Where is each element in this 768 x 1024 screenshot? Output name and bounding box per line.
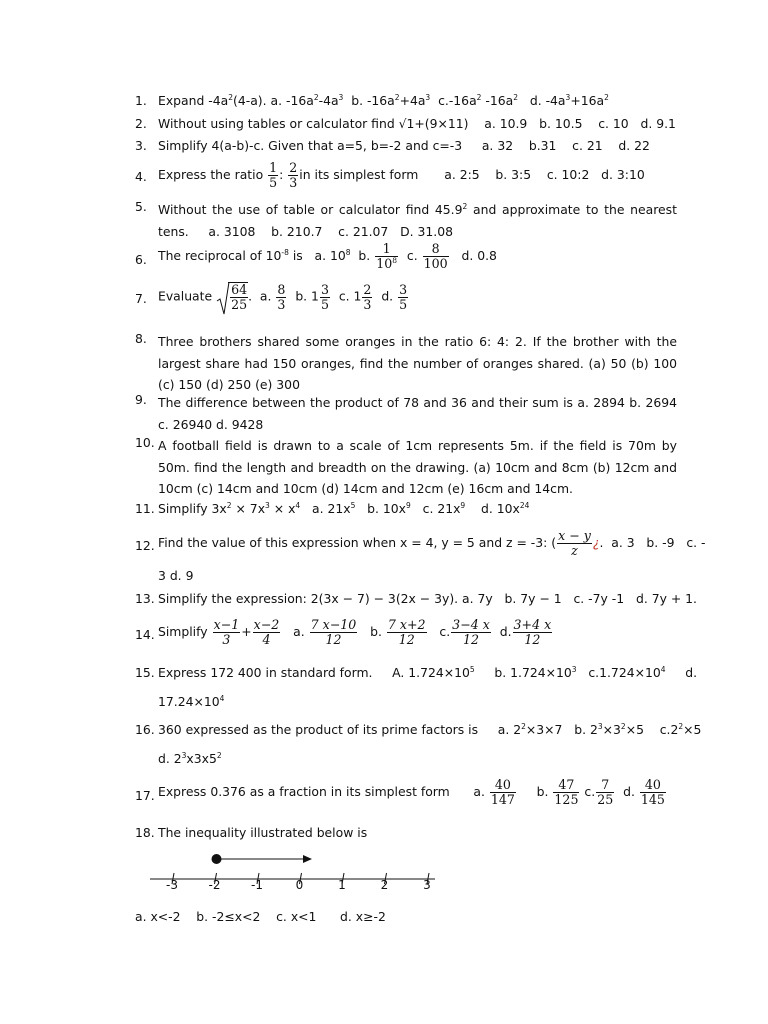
number-line-svg <box>150 844 440 894</box>
question-number: 18. <box>135 825 155 840</box>
question-text: The difference between the product of 78 and 36 and their sum is a. 2894 b. 2694 c. 26940 d. 9428 <box>158 395 677 432</box>
question-text: Simplify $\frac{x-1}{3}$ + $\frac{x-2}{4}$ a. $\frac{7 x-10}{12}$ b. $\frac{7 x+2}{12}$ c. $\frac{3-4 x}{12}$ d. $\frac{3+4 x}{12}$ <box>158 617 552 647</box>
fraction: $\frac{3}{5}$ <box>320 281 329 312</box>
question-text: Find the value of this expression when x = 4, y = 5 and z = -3: ( $\frac{x - y}{z}$ ¿. a. 3 b. -9 c. - <box>158 528 706 558</box>
arrow-head <box>303 855 312 863</box>
question-number: 10. <box>135 435 155 450</box>
question-18-options: a. x<-2 b. -2≤x<2 c. x<1 d. x≥-2 <box>135 909 386 924</box>
fraction: $\frac{7}{25}$ <box>597 777 614 807</box>
question-text-continued: d. $2^3x3x5^2$ <box>158 751 222 766</box>
answer-options: a. 2:5 b. 3:5 c. 10:2 d. 3:10 <box>444 167 645 182</box>
fraction: $\frac{47}{125}$ <box>554 777 579 807</box>
placeholder-mark: ¿ <box>592 535 600 550</box>
fraction: $\frac{3-4 x}{12}$ <box>452 617 490 647</box>
question-number: 5. <box>135 199 147 214</box>
fraction: $\frac{64}{25}$ <box>228 282 248 312</box>
question-text: The reciprocal of $10^{-8}$ is a. $10^8$ b. $\frac{1}{10^8}$ c. $\frac{8}{100}$ d. 0.8 <box>158 241 497 271</box>
question-text: Without the use of table or calculator find 45.9$^2$ and approximate to the nearest tens. a. 3108 b. 210.7 c. 21.07 D. 31.08 <box>158 202 677 239</box>
fraction: $\frac{x-1}{3}$ <box>213 617 240 647</box>
fraction: $\frac{1}{10^8}$ <box>376 241 397 271</box>
question-number: 13. <box>135 591 155 606</box>
fraction: $\frac{x - y}{z}$ <box>558 528 591 558</box>
question-text: The inequality illustrated below is <box>158 825 368 840</box>
question-text: Simplify $3x^2 \times 7x^3 \times x^4$ a. $21x^5$ b. $10x^9$ c. $21x^9$ d. $10x^{24}$ <box>158 501 530 516</box>
question-number: 17. <box>135 788 155 803</box>
fraction: $\frac{1}{5}$ <box>269 160 278 190</box>
question-text: Simplify 4(a-b)-c. Given that a=5, b=-2 and c=-3 a. 32 b.31 c. 21 d. 22 <box>158 138 650 153</box>
tick-label: -3 <box>166 878 178 892</box>
fraction: $\frac{40}{147}$ <box>490 777 515 807</box>
question-text: Expand $-4a^2(4-a)$. a. $-16a^2-4a^3$ b. $-16a^2+4a^3$ $c.-16a^2$ $-16a^2$ d. $-4a^3+16a^2$ <box>158 93 609 108</box>
fraction: $\frac{3}{5}$ <box>399 281 408 312</box>
tick-label: 1 <box>338 878 346 892</box>
question-text: Express 0.376 as a fraction in its simplest form a. $\frac{40}{147}$ b. $\frac{47}{125}$ c. $\frac{7}{25}$ d. $\frac{40}{145}$ <box>158 777 665 807</box>
question-number: 9. <box>135 392 147 407</box>
fraction: $\frac{7 x+2}{12}$ <box>387 617 426 647</box>
question-number: 15. <box>135 665 155 680</box>
question-text: Simplify the expression: 2(3x − 7) − 3(2x − 3y). a. 7y b. 7y − 1 c. -7y -1 d. 7y + 1. <box>158 591 697 606</box>
question-number: 2. <box>135 116 147 131</box>
question-text: Three brothers shared some oranges in the ratio 6: 4: 2. If the brother with the largest share had 150 oranges, find the number of oranges shared. (a) 50 (b) 100 (c) 150 (d) 250 (e) 300 <box>158 334 677 392</box>
question-text-continued: $17.24\times 10^4$ <box>158 694 225 709</box>
fraction: $\frac{x-2}{4}$ <box>253 617 280 647</box>
question-number: 6. <box>135 252 147 267</box>
question-number: 1. <box>135 93 147 108</box>
tick-label: 3 <box>423 878 431 892</box>
fraction: $\frac{8}{100}$ <box>423 241 448 271</box>
number-line <box>150 844 440 894</box>
question-number: 4. <box>135 169 147 184</box>
endpoint-dot <box>212 855 221 864</box>
fraction: $\frac{3+4 x}{12}$ <box>513 617 552 647</box>
tick-label: -2 <box>208 878 221 892</box>
tick-label: 2 <box>380 878 389 892</box>
fraction: $\frac{7 x-10}{12}$ <box>310 617 357 647</box>
question-text: Evaluate $\frac{64}{25}$ . a. $\frac{8}{3}$ b. 1 $\frac{3}{5}$ c. 1 $\frac{2}{3}$ d. $\frac{3}{5}$ <box>158 281 408 312</box>
question-text: Express the ratio $\frac{1}{5}$ : $\frac{2}{3}$ in its simplest form a. 2:5 b. 3:5 c. 10:2 d. 3:10 <box>158 160 645 190</box>
question-number: 11. <box>135 501 155 516</box>
question-text: A football field is drawn to a scale of 1cm represents 5m. if the field is 70m by 50m. find the length and breadth on the drawing. (a) 10cm and 8cm (b) 12cm and 10cm (c) 14cm and 10cm (d) 14cm and 12cm (e) 16cm and 14cm. <box>158 438 677 496</box>
tick-label: -1 <box>251 878 263 892</box>
fraction: $\frac{2}{3}$ <box>363 281 372 312</box>
question-number: 7. <box>135 291 147 306</box>
question-text: 360 expressed as the product of its prime factors is a. $2^2\times 3\times 7$ b. $2^3\times 3^2\times 5$ $c.2^2\times 5$ <box>158 722 702 737</box>
question-number: 12. <box>135 538 155 553</box>
question-text-continued: 3 d. 9 <box>158 568 194 583</box>
fraction: $\frac{2}{3}$ <box>289 160 298 190</box>
fraction: $\frac{40}{145}$ <box>640 777 665 807</box>
question-number: 14. <box>135 627 155 642</box>
tick-label: 0 <box>295 878 304 892</box>
question-text: Without using tables or calculator find √1+(9×11) a. 10.9 b. 10.5 c. 10 d. 9.1 <box>158 116 676 131</box>
question-number: 3. <box>135 138 147 153</box>
square-root <box>216 282 248 312</box>
question-number: 8. <box>135 331 147 346</box>
question-number: 16. <box>135 722 155 737</box>
fraction: $\frac{8}{3}$ <box>277 281 286 312</box>
question-text: Express 172 400 in standard form. A. $1.724\times 10^5$ b. $1.724\times 10^3$ $c.1.724\times 10^4$ d. <box>158 665 698 680</box>
